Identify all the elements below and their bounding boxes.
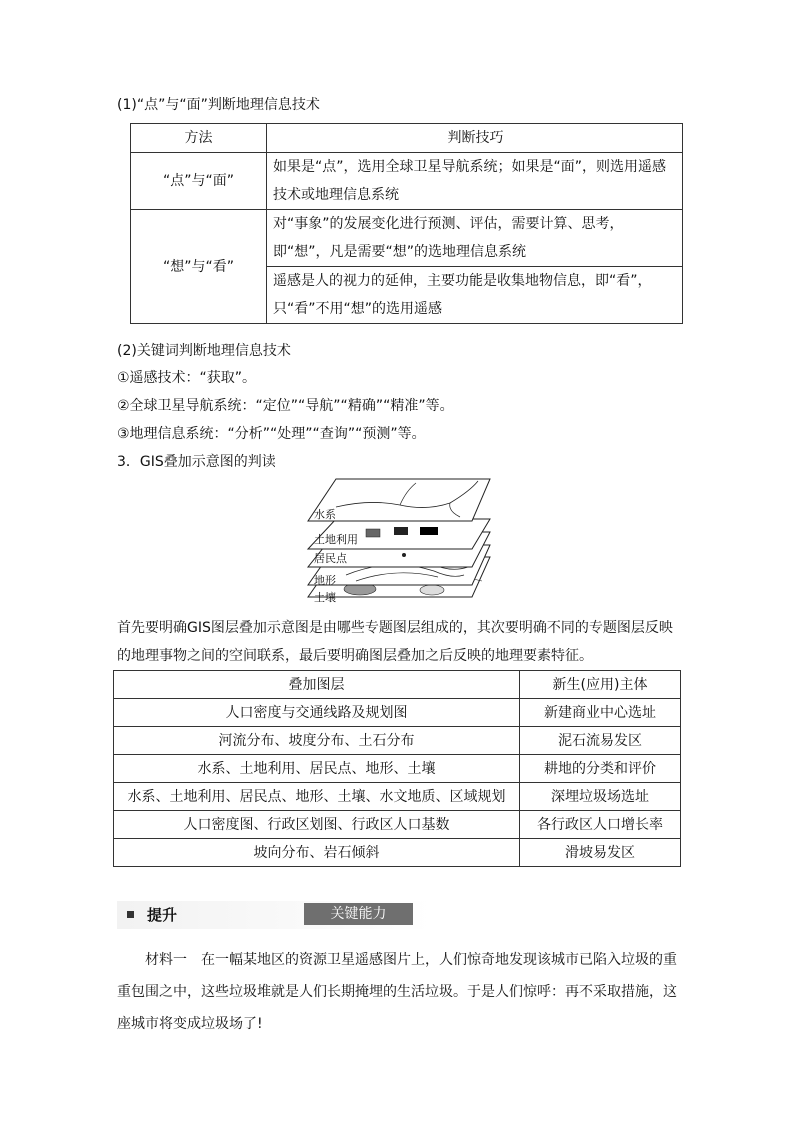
table-row xyxy=(114,755,681,783)
square-bullet-icon xyxy=(127,911,134,918)
list-item: ①遥感技术：“获取”。 xyxy=(117,370,257,386)
section-1-title: (1)“点”与“面”判断地理信息技术 xyxy=(117,97,320,113)
table-cell: 水系、土地利用、居民点、地形、土壤、水文地质、区域规划 xyxy=(114,783,520,811)
table-row xyxy=(114,699,681,727)
overlay-table xyxy=(113,670,681,867)
gis-description: 首先要明确GIS图层叠加示意图是由哪些专题图层组成的，其次要明确不同的专题图层反映的地理事物之间的空间联系，最后要明确图层叠加之后反映的地理要素特征。 xyxy=(117,620,673,664)
table-cell: 水系、土地利用、居民点、地形、土壤 xyxy=(114,755,520,783)
table-cell: 耕地的分类和评价 xyxy=(520,755,681,783)
layer-label: 水系 xyxy=(314,508,336,521)
table-row xyxy=(114,811,681,839)
layer-label: 居民点 xyxy=(314,552,347,565)
table-header-row xyxy=(114,671,681,699)
layer-label: 地形 xyxy=(314,574,336,587)
tips-cell: 对“事象”的发展变化进行预测、评估，需要计算、思考，即“想”，凡是需要“想”的选地理信息系统 xyxy=(267,210,683,267)
table-cell: 人口密度与交通线路及规划图 xyxy=(114,699,520,727)
header-cell: 判断技巧 xyxy=(267,124,683,153)
tips-cell: 遥感是人的视力的延伸，主要功能是收集地物信息，即“看”，只“看”不用“想”的选用遥感 xyxy=(267,267,683,324)
tips-cell: 如果是“点”，选用全球卫星导航系统；如果是“面”，则选用遥感技术或地理信息系统 xyxy=(267,153,683,210)
material-paragraph: 材料一 在一幅某地区的资源卫星遥感图片上，人们惊奇地发现该城市已陷入垃圾的重重包围之中，这些垃圾堆就是人们长期掩埋的生活垃圾。于是人们惊呼：再不采取措施，这座城市将变成垃圾场了! xyxy=(117,952,677,1032)
table-cell: 河流分布、坡度分布、土石分布 xyxy=(114,727,520,755)
list-item: ③地理信息系统：“分析”“处理”“查询”“预测”等。 xyxy=(117,426,426,442)
method-cell: “点”与“面” xyxy=(131,153,267,210)
section-3-title: 3．GIS叠加示意图的判读 xyxy=(117,454,276,470)
layer-label: 土壤 xyxy=(314,591,336,604)
table-cell: 新建商业中心选址 xyxy=(520,699,681,727)
gis-layer-diagram xyxy=(300,477,500,607)
header-cell: 方法 xyxy=(131,124,267,153)
section-2-title: (2)关键词判断地理信息技术 xyxy=(117,343,291,359)
banner-label-primary: 提升 xyxy=(147,906,178,924)
table-cell: 坡向分布、岩石倾斜 xyxy=(114,839,520,867)
table-cell: 泥石流易发区 xyxy=(520,727,681,755)
table-row xyxy=(114,783,681,811)
list-item: ②全球卫星导航系统：“定位”“导航”“精确”“精准”等。 xyxy=(117,398,454,414)
table-cell: 人口密度图、行政区划图、行政区人口基数 xyxy=(114,811,520,839)
header-cell: 叠加图层 xyxy=(114,671,520,699)
layer-label: 土地利用 xyxy=(314,533,358,546)
table-cell: 深埋垃圾场选址 xyxy=(520,783,681,811)
banner-label-secondary: 关键能力 xyxy=(304,903,413,925)
table-cell: 滑坡易发区 xyxy=(520,839,681,867)
table-header-row xyxy=(131,124,683,153)
table-cell: 各行政区人口增长率 xyxy=(520,811,681,839)
method-table xyxy=(130,123,683,324)
table-row xyxy=(131,153,683,210)
method-cell: “想”与“看” xyxy=(131,210,267,324)
table-row xyxy=(114,727,681,755)
header-cell: 新生(应用)主体 xyxy=(520,671,681,699)
table-row xyxy=(114,839,681,867)
table-row xyxy=(131,210,683,267)
section-banner xyxy=(117,901,432,929)
